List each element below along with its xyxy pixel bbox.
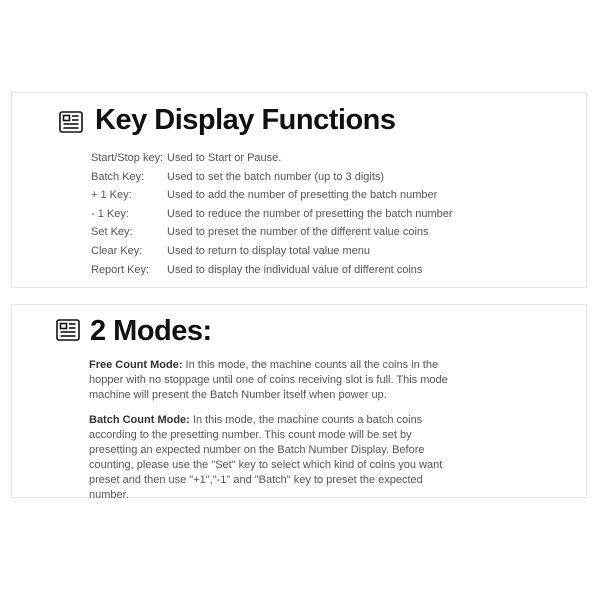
key-row [91, 261, 453, 280]
key-row [91, 149, 453, 168]
batch-count-mode [89, 413, 461, 503]
key-name: Set Key: [91, 226, 133, 239]
modes-title: 2 Modes: [90, 315, 212, 347]
key-row [91, 186, 453, 205]
key-row [91, 242, 453, 261]
batch-count-mode-label: Batch Count Mode: [89, 414, 190, 426]
key-description: Used to display the individual value of different coins [167, 263, 423, 276]
key-display-panel [11, 92, 587, 288]
key-description: Used to set the batch number (up to 3 digits) [167, 170, 385, 183]
key-display-title: Key Display Functions [95, 104, 396, 136]
key-name: + 1 Key: [91, 189, 132, 202]
free-count-mode-label: Free Count Mode: [89, 359, 183, 371]
key-row [91, 168, 453, 187]
key-row [91, 205, 453, 224]
key-name: Clear Key: [91, 244, 143, 257]
key-row [91, 223, 453, 242]
modes-panel [11, 304, 587, 501]
free-count-mode [89, 358, 461, 403]
document-icon [56, 319, 80, 341]
key-description: Used to Start or Pause. [167, 152, 282, 164]
key-description: Used to preset the number of the different value coins [167, 226, 429, 239]
free-count-mode-text: In this mode, the machine counts all the coins in the hopper with no stoppage until one of coins receiving slot is full. This mode machine will present the Batch Number itself when power up. [89, 359, 448, 401]
key-list [91, 149, 453, 279]
key-name: - 1 Key: [91, 207, 129, 220]
key-name: Batch Key: [91, 170, 145, 183]
document-icon [59, 111, 83, 133]
key-name: Start/Stop key: [91, 152, 164, 164]
key-description: Used to add the number of presetting the batch number [167, 189, 438, 202]
key-name: Report Key: [91, 263, 150, 276]
batch-count-mode-text: In this mode, the machine counts a batch coins according to the presetting number. This count mode will be set by presetting an expected number on the Batch Number Display. Before counting, please use the "Set" key to select which kind of coins you want preset and then use "+1","-1" and "Batch" key to preset the expected number. [89, 414, 443, 501]
key-description: Used to return to display total value menu [167, 244, 371, 257]
key-description: Used to reduce the number of presetting the batch number [167, 207, 453, 220]
